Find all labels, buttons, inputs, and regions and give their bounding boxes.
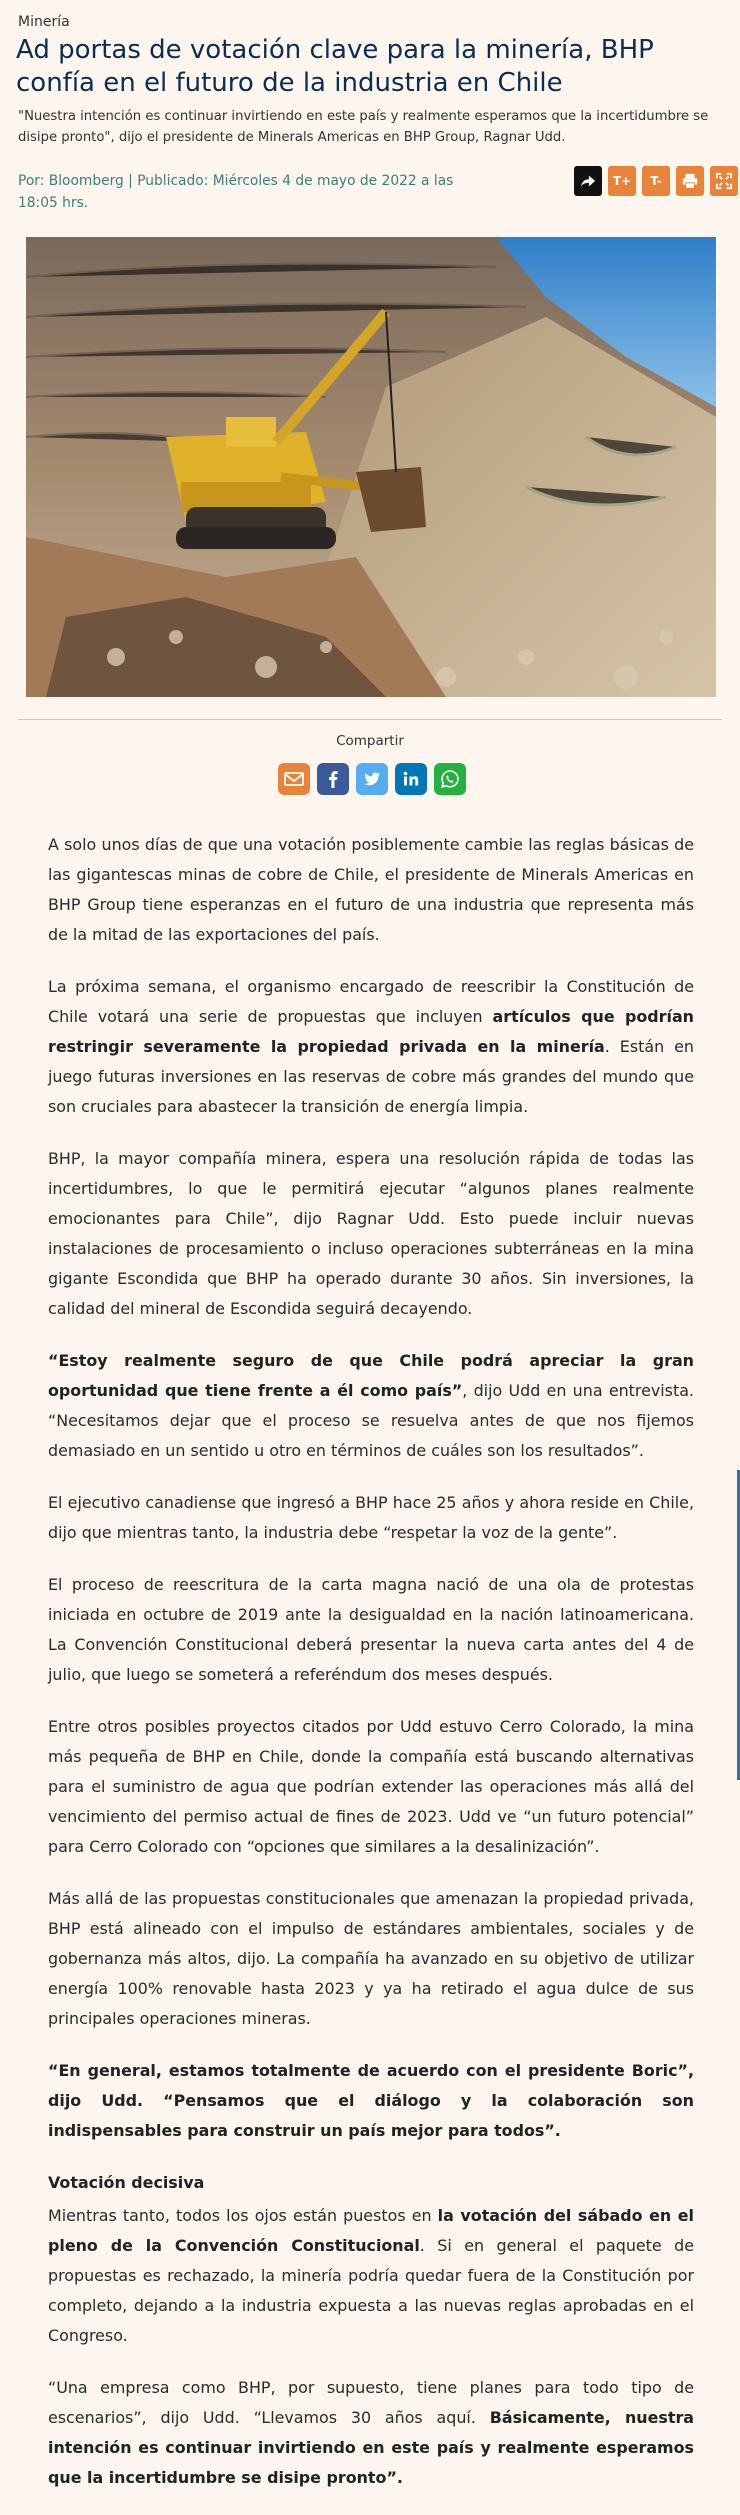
article-byline: Por: Bloomberg | Publicado: Miércoles 4 de mayo de 2022 a las 18:05 hrs.	[18, 173, 454, 211]
paragraph: La próxima semana, el organismo encargado de reescribir la Constitución de Chile votará una serie de propuestas que incluyen artículos que podrían restringir severamente la propiedad privada en la minería. Están en juego futuras inversiones en las reservas de cobre más grandes del mundo que son cruciales para abastecer la transición de energía limpia.	[48, 977, 694, 1116]
twitter-icon[interactable]	[356, 763, 388, 795]
hero-image	[26, 237, 716, 697]
article-body	[48, 830, 694, 2515]
paragraph: “Una empresa como BHP, por supuesto, tiene planes para todo tipo de escenarios”, dijo Udd. “Llevamos 30 años aquí. Básicamente, nuestra intención es continuar invirtiendo en este país y realmente esperamos que la incertidumbre se disipe pronto”.	[48, 2378, 695, 2487]
bold-quote: “Estoy realmente seguro de que Chile podrá apreciar la gran oportunidad que tiene frente a él como país”	[48, 1351, 694, 1400]
expand-icon[interactable]	[710, 166, 738, 196]
article-summary: "Nuestra intención es continuar invirtiendo en este país y realmente esperamos que la incertidumbre se disipe pronto", dijo el presidente de Minerals Americas en BHP Group, Ragnar Udd.	[18, 109, 709, 145]
paragraph: “Estoy realmente seguro de que Chile podrá apreciar la gran oportunidad que tiene frente a él como país”, dijo Udd en una entrevista. “Necesitamos dejar que el proceso se resuelva antes de que nos fijemos demasiado en un sentido u otro en términos de cuáles son los resultados”.	[48, 1351, 694, 1460]
article-toolbar	[574, 166, 738, 196]
paragraph: A solo unos días de que una votación posiblemente cambie las reglas básicas de las gigantescas minas de cobre de Chile, el presidente de Minerals Americas en BHP Group tiene esperanzas en el futuro de una industria que representa más de la mitad de las exportaciones del país.	[48, 835, 694, 944]
font-decrease-button[interactable]: T-	[642, 166, 670, 196]
font-increase-button[interactable]: T+	[608, 166, 636, 196]
category-label[interactable]: Minería	[18, 14, 70, 30]
paragraph: Entre otros posibles proyectos citados por Udd estuvo Cerro Colorado, la mina más pequeña de BHP en Chile, donde la compañía está buscando alternativas para el suministro de agua que podrían extender las operaciones más allá del vencimiento del permiso actual de fines de 2023. Udd ve “un futuro potencial” para Cerro Colorado con “opciones que similares a la desalinización”.	[48, 1717, 694, 1856]
share-label: Compartir	[336, 733, 404, 749]
article-title: Ad portas de votación clave para la minería, BHP confía en el futuro de la industria en Chile	[16, 35, 654, 98]
bold-quote: Básicamente, nuestra intención es continuar invirtiendo en este país y realmente esperamos que la incertidumbre se disipe pronto	[48, 2408, 695, 2487]
paragraph: BHP, la mayor compañía minera, espera una resolución rápida de todas las incertidumbres, lo que le permitirá ejecutar “algunos planes realmente emocionantes para Chile”, dijo Ragnar Udd. Esto puede incluir nuevas instalaciones de procesamiento o incluso operaciones subterráneas en la mina gigante Escondida que BHP ha operado durante 30 años. Sin inversiones, la calidad del mineral de Escondida seguirá decayendo.	[48, 1149, 694, 1318]
divider	[18, 719, 722, 720]
section-subheading: Votación decisiva	[48, 2173, 205, 2192]
linkedin-icon[interactable]	[395, 763, 427, 795]
bold-quote: “En general, estamos totalmente de acuerdo con el presidente Boric”, dijo Udd. “Pensamos que el diálogo y la colaboración son indispensables para construir un país mejor para todos”.	[48, 2061, 694, 2140]
whatsapp-icon[interactable]	[434, 763, 466, 795]
bold-text: la votación del sábado en el pleno de la Convención Constitucional	[48, 2206, 694, 2255]
paragraph: El ejecutivo canadiense que ingresó a BHP hace 25 años y ahora reside en Chile, dijo que mientras tanto, la industria debe “respetar la voz de la gente”.	[48, 1493, 694, 1542]
paragraph: El proceso de reescritura de la carta magna nació de una ola de protestas iniciada en octubre de 2019 ante la desigualdad en la nación latinoamericana. La Convención Constitucional deberá presentar la nueva carta antes del 4 de julio, que luego se someterá a referéndum dos meses después.	[48, 1575, 694, 1684]
email-icon[interactable]	[278, 763, 310, 795]
share-arrow-icon[interactable]	[574, 166, 602, 196]
bold-text: artículos que podrían restringir severamente la propiedad privada en la minería	[48, 1007, 694, 1056]
paragraph	[48, 2056, 694, 2146]
paragraph: Mientras tanto, todos los ojos están puestos en la votación del sábado en el pleno de la Convención Constitucional. Si en general el paquete de propuestas es rechazado, la minería podría quedar fuera de la Constitución por completo, dejando a la industria expuesta a las nuevas reglas aprobadas en el Congreso.	[48, 2206, 694, 2345]
print-icon[interactable]	[676, 166, 704, 196]
share-buttons	[278, 763, 466, 795]
paragraph: Más allá de las propuestas constitucionales que amenazan la propiedad privada, BHP está alineado con el impulso de estándares ambientales, sociales y de gobernanza más altos, dijo. La compañía ha avanzado en su objetivo de utilizar energía 100% renovable hasta 2023 y ya ha retirado el agua dulce de sus principales operaciones mineras.	[48, 1889, 694, 2028]
facebook-icon[interactable]	[317, 763, 349, 795]
